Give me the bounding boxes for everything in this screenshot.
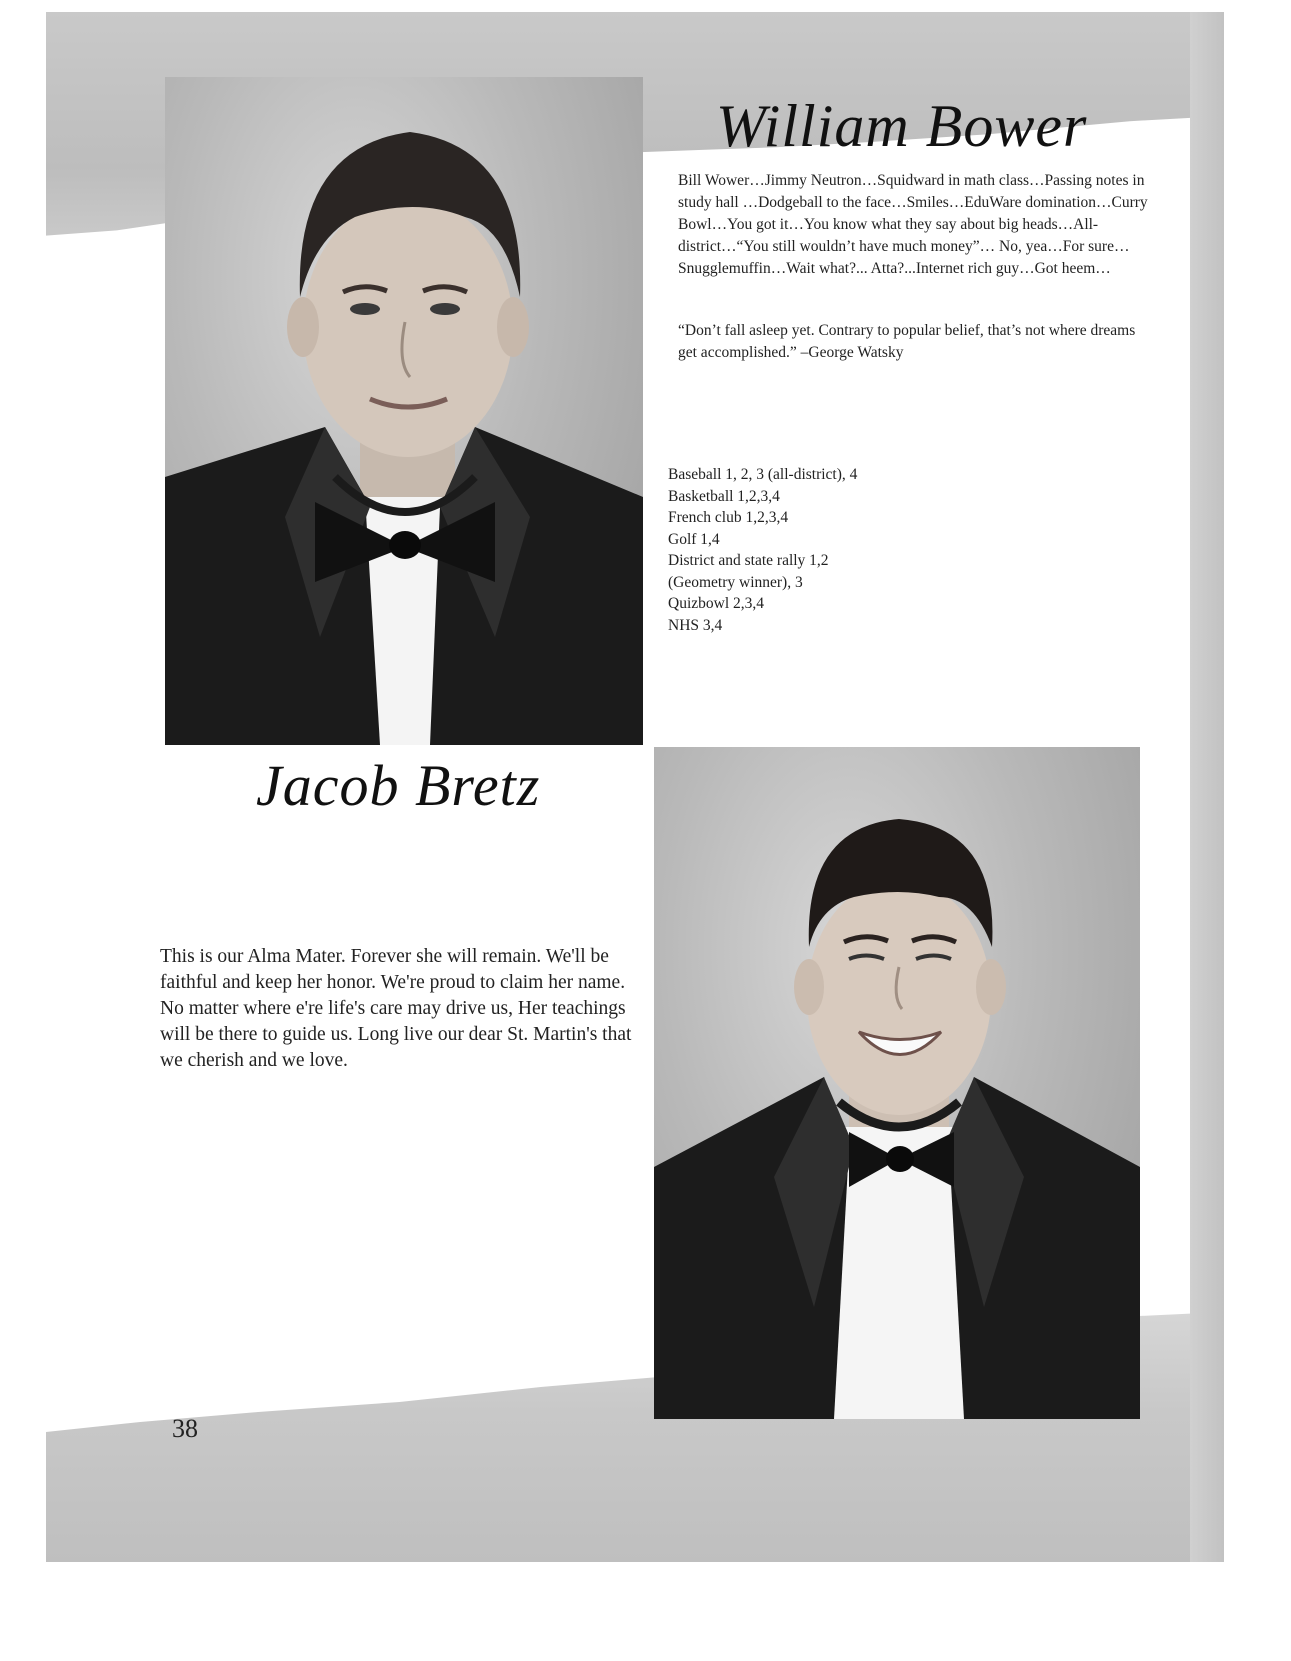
william-bower-portrait <box>165 77 643 745</box>
activity-item: District and state rally 1,2 <box>668 552 829 569</box>
activity-item: Basketball 1,2,3,4 <box>668 487 780 505</box>
yearbook-page <box>46 12 1224 1562</box>
jacob-bretz-portrait <box>654 747 1140 1419</box>
activity-item: Baseball 1, 2, 3 (all-district), 4 <box>668 466 858 483</box>
activities-list <box>668 464 968 636</box>
gray-margin-band <box>1190 12 1224 1562</box>
student-name: Jacob Bretz <box>256 753 541 818</box>
activity-item: NHS 3,4 <box>668 616 723 634</box>
activity-item: (Geometry winner), 3 <box>668 573 803 591</box>
activity-item: Quizbowl 2,3,4 <box>668 595 765 612</box>
student-bio: Bill Wower…Jimmy Neutron…Squidward in math class…Passing notes in study hall …Dodgeball to the face…Smiles…EduWare domination…Curry Bowl…You got it…You know what they say about big heads…All-district…“You still wouldn’t have much money”… No, yea…For sure…Snugglemuffin…Wait what?... Atta?...Internet rich guy…Got heem… <box>678 172 1148 277</box>
activity-item: Golf 1,4 <box>668 530 720 548</box>
student-quote: “Don’t fall asleep yet. Contrary to popular belief, that’s not where dreams get accomplished.” –George Watsky <box>678 322 1136 361</box>
student-name: William Bower <box>716 93 1088 159</box>
activity-item: French club 1,2,3,4 <box>668 509 789 526</box>
page-number: 38 <box>172 1414 198 1443</box>
student-quote: This is our Alma Mater. Forever she will remain. We'll be faithful and keep her honor. We're proud to claim her name. No matter where e're life's care may drive us, Her teachings will be there to guide us. Long live our dear St. Martin's that we cherish and we love. <box>160 946 632 1071</box>
